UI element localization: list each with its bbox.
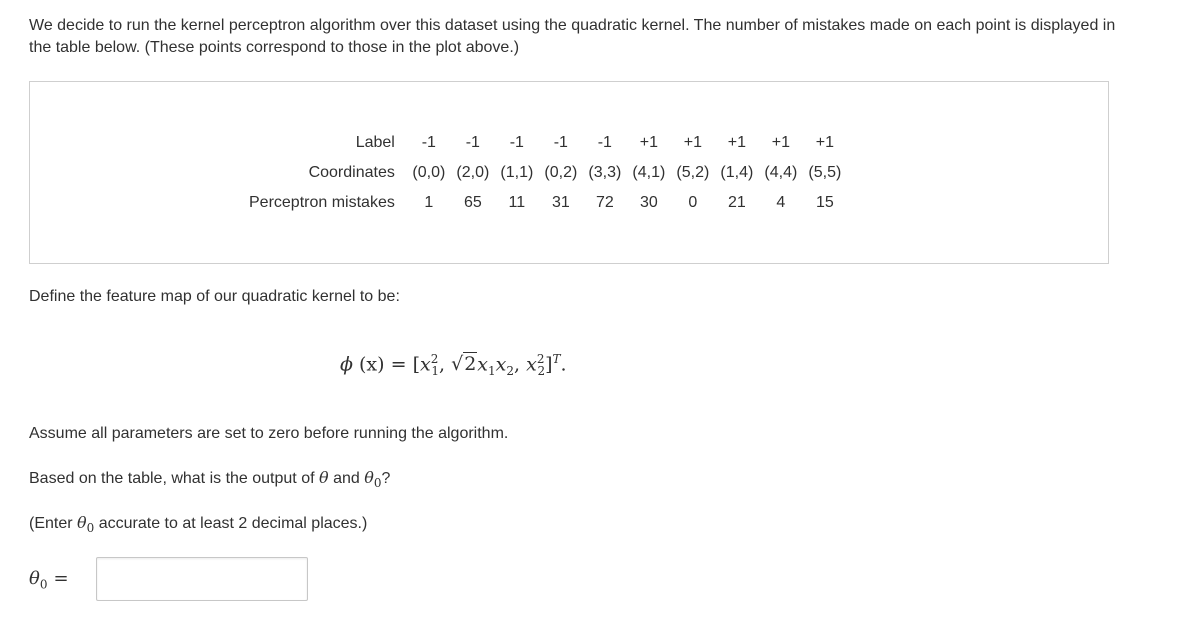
table-cell: 31 — [551, 194, 570, 211]
table-cell: 65 — [463, 194, 482, 211]
table-cell: (4,1) — [632, 164, 666, 181]
table-cell: 30 — [639, 194, 658, 211]
table-cell: 1 — [424, 194, 434, 211]
table-row — [245, 128, 847, 158]
table-cell: -1 — [509, 134, 524, 151]
define-text: Define the feature map of our quadratic kernel to be: — [29, 288, 400, 305]
intro-text: We decide to run the kernel perceptron algorithm over this dataset using the quadratic kernel. The number of mistakes made on each point is displayed in the table below. (These points correspond to those in the plot above.) — [29, 17, 1116, 56]
table-cell: (5,2) — [676, 164, 710, 181]
table-cell: 15 — [815, 194, 834, 211]
question-text: Based on the table, what is the output of θ and $\theta_0$? — [29, 468, 391, 491]
table-row-header: Label — [355, 134, 395, 151]
theta0-answer-input[interactable] — [96, 557, 308, 601]
table-cell: (1,4) — [720, 164, 754, 181]
theta-symbol: θ — [318, 468, 329, 487]
table-cell: (3,3) — [588, 164, 622, 181]
table-cell: +1 — [683, 134, 702, 151]
theta0-answer-label: $\theta_0$ = — [29, 568, 69, 592]
table-cell: 0 — [688, 194, 698, 211]
table-cell: (5,5) — [808, 164, 842, 181]
table-cell: (0,0) — [412, 164, 446, 181]
table-cell: -1 — [465, 134, 480, 151]
sqrt-symbol: √2 — [451, 353, 477, 376]
table-cell: +1 — [771, 134, 790, 151]
table-cell: -1 — [553, 134, 568, 151]
table-cell: (1,1) — [500, 164, 534, 181]
table-cell: (4,4) — [764, 164, 798, 181]
table-cell: -1 — [421, 134, 436, 151]
mistakes-table — [245, 128, 847, 218]
table-cell: 21 — [727, 194, 746, 211]
table-row — [245, 188, 847, 218]
table-cell: 11 — [508, 194, 526, 211]
table-cell: +1 — [727, 134, 746, 151]
phi-symbol: ϕ — [340, 353, 353, 376]
table-cell: (2,0) — [456, 164, 490, 181]
table-cell: +1 — [639, 134, 658, 151]
theta0-symbol: θ — [77, 513, 87, 532]
theta0-symbol: θ — [364, 468, 374, 487]
table-row-header: Coordinates — [308, 164, 395, 181]
table-row — [245, 158, 847, 188]
table-cell: 4 — [776, 194, 786, 211]
table-cell: +1 — [815, 134, 834, 151]
assume-text: Assume all parameters are set to zero before running the algorithm. — [29, 425, 509, 442]
table-cell: 72 — [595, 194, 614, 211]
table-cell: (0,2) — [544, 164, 578, 181]
feature-map-formula: ϕ $(x) = [x^2_1$, $√2x_1x_2$, $x^2_2]^T$. — [340, 352, 567, 379]
table-cell: -1 — [597, 134, 612, 151]
mistakes-table-box — [29, 81, 1109, 264]
hint-text: (Enter $\theta_0$ accurate to at least 2 decimal places.) — [29, 513, 368, 536]
table-row-header: Perceptron mistakes — [249, 194, 395, 211]
